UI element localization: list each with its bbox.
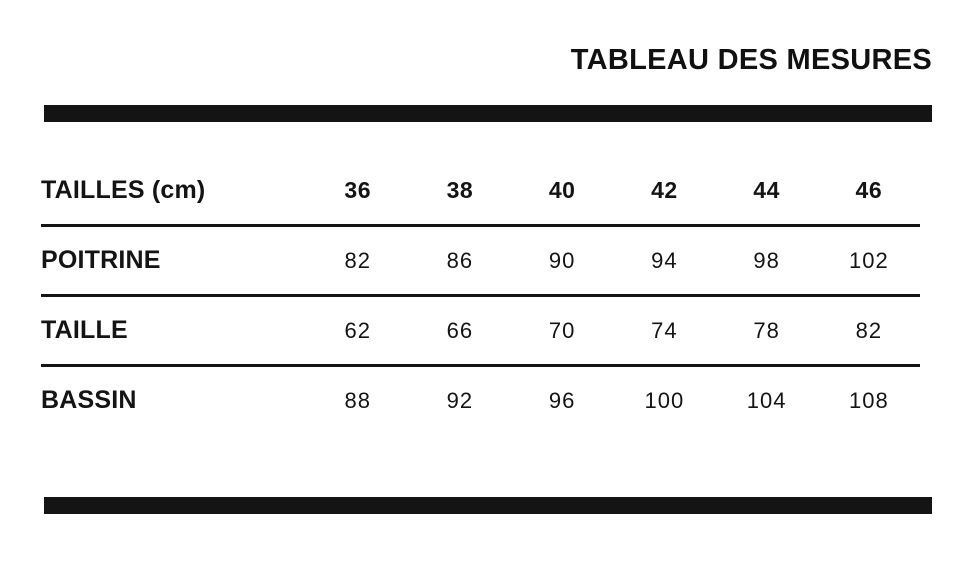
column-header-size: 36 bbox=[307, 157, 409, 226]
column-header-size: 46 bbox=[818, 157, 920, 226]
table-row bbox=[41, 366, 920, 435]
table-cell: 94 bbox=[613, 226, 715, 296]
measurements-table bbox=[41, 157, 920, 434]
column-header-size: 44 bbox=[715, 157, 817, 226]
page-title: TABLEAU DES MESURES bbox=[570, 44, 932, 76]
table-cell: 88 bbox=[344, 387, 371, 413]
table-cell: 82 bbox=[307, 226, 409, 296]
table-cell: 70 bbox=[511, 296, 613, 366]
row-label: TAILLE bbox=[41, 296, 307, 366]
table-header-row bbox=[41, 157, 920, 226]
table-cell: 100 bbox=[644, 387, 685, 413]
table-row bbox=[41, 296, 920, 366]
table-cell: 104 bbox=[746, 387, 787, 413]
table-row bbox=[41, 226, 920, 296]
table-cell: 66 bbox=[409, 296, 511, 366]
table-cell: 98 bbox=[715, 226, 817, 296]
table-cell: 78 bbox=[715, 296, 817, 366]
table-cell: 86 bbox=[409, 226, 511, 296]
table-cell: 96 bbox=[548, 387, 576, 413]
table-cell: 92 bbox=[446, 387, 474, 413]
row-label: BASSIN bbox=[41, 386, 137, 414]
row-label: POITRINE bbox=[41, 226, 307, 296]
measurements-table-container bbox=[41, 157, 920, 434]
table-cell: 90 bbox=[511, 226, 613, 296]
table-cell: 82 bbox=[818, 296, 920, 366]
table-corner-header: TAILLES (cm) bbox=[41, 157, 307, 226]
table-cell: 62 bbox=[307, 296, 409, 366]
column-header-size: 40 bbox=[511, 157, 613, 226]
table-cell: 74 bbox=[613, 296, 715, 366]
table-cell: 108 bbox=[848, 387, 889, 413]
column-header-size: 38 bbox=[409, 157, 511, 226]
column-header-size: 42 bbox=[613, 157, 715, 226]
bottom-rule-divider bbox=[44, 497, 932, 514]
table-cell: 102 bbox=[818, 226, 920, 296]
top-rule-divider bbox=[44, 105, 932, 122]
